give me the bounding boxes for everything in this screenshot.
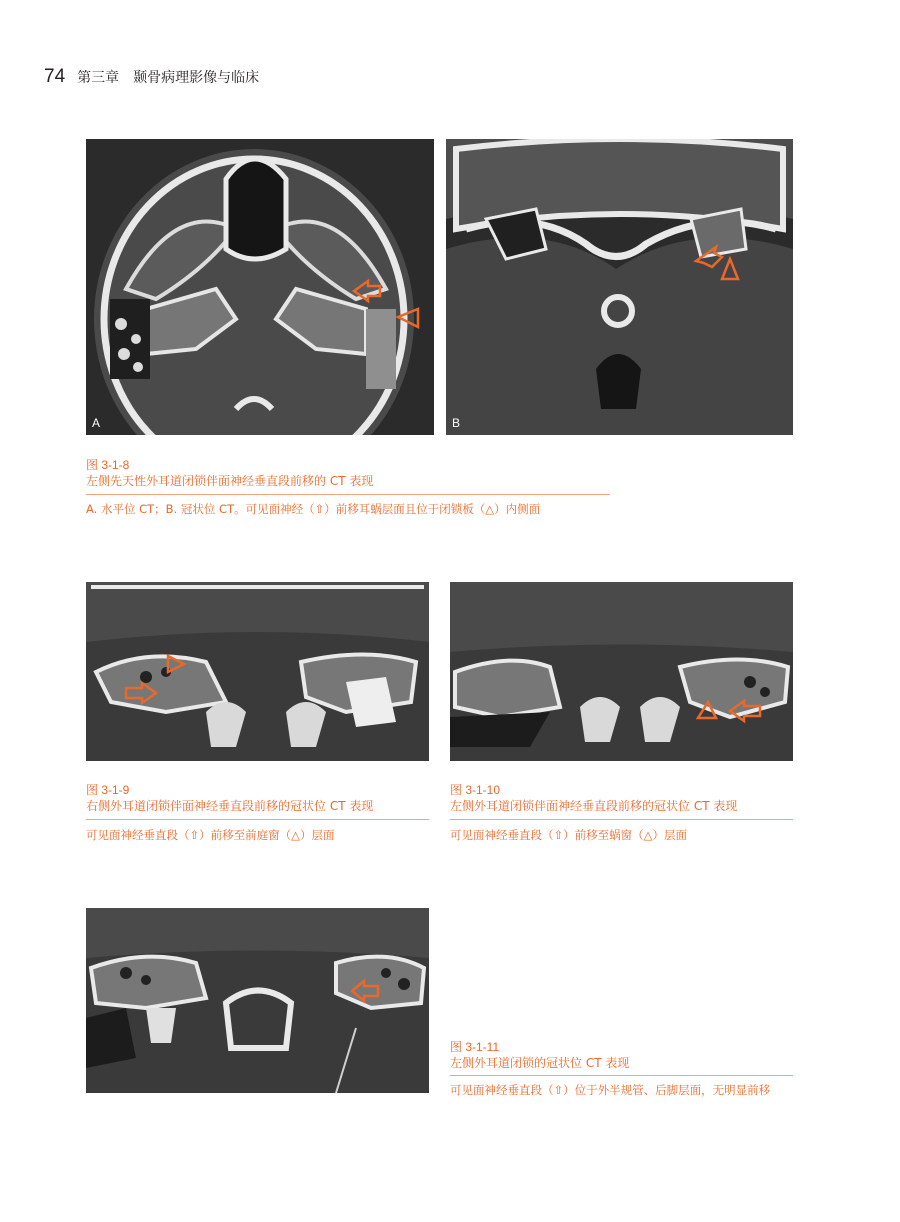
- panel-label-a: A: [92, 416, 101, 430]
- caption-rule: [86, 819, 429, 820]
- figure-description-3-1-10: 可见面神经垂直段（⇧）前移至蜗窗（△）层面: [450, 828, 687, 842]
- ct-image-3-1-8-b: [446, 139, 793, 435]
- figure-title-3-1-11: 左侧外耳道闭锁的冠状位 CT 表现: [450, 1056, 630, 1070]
- figure-number-3-1-11: 图 3-1-11: [450, 1040, 500, 1054]
- caption-rule: [450, 819, 793, 820]
- caption-rule: [86, 494, 610, 495]
- chapter-title: 第三章 颞骨病理影像与临床: [77, 70, 260, 86]
- ct-image-3-1-8-a: [86, 139, 434, 435]
- caption-rule: [450, 1075, 793, 1076]
- figure-description-3-1-9: 可见面神经垂直段（⇧）前移至前庭窗（△）层面: [86, 828, 335, 842]
- figure-number-3-1-8: 图 3-1-8: [86, 458, 130, 472]
- figure-title-3-1-8: 左侧先天性外耳道闭锁伴面神经垂直段前移的 CT 表现: [86, 474, 374, 488]
- page-number: 74: [44, 66, 66, 87]
- figure-title-3-1-9: 右侧外耳道闭锁伴面神经垂直段前移的冠状位 CT 表现: [86, 799, 374, 813]
- ct-image-3-1-10: [450, 582, 793, 761]
- figure-number-3-1-9: 图 3-1-9: [86, 783, 130, 797]
- figure-number-3-1-10: 图 3-1-10: [450, 783, 501, 797]
- ct-image-3-1-9: [86, 582, 429, 761]
- panel-label-b: B: [452, 416, 461, 430]
- figure-description-3-1-8: A. 水平位 CT；B. 冠状位 CT。可见面神经（⇧）前移耳蜗层面且位于闭锁板（△）内侧面: [86, 502, 541, 516]
- running-header: [44, 66, 259, 88]
- figure-title-3-1-10: 左侧外耳道闭锁伴面神经垂直段前移的冠状位 CT 表现: [450, 799, 738, 813]
- figure-description-3-1-11: 可见面神经垂直段（⇧）位于外半规管、后脚层面，无明显前移: [450, 1083, 771, 1097]
- ct-image-3-1-11: [86, 908, 429, 1093]
